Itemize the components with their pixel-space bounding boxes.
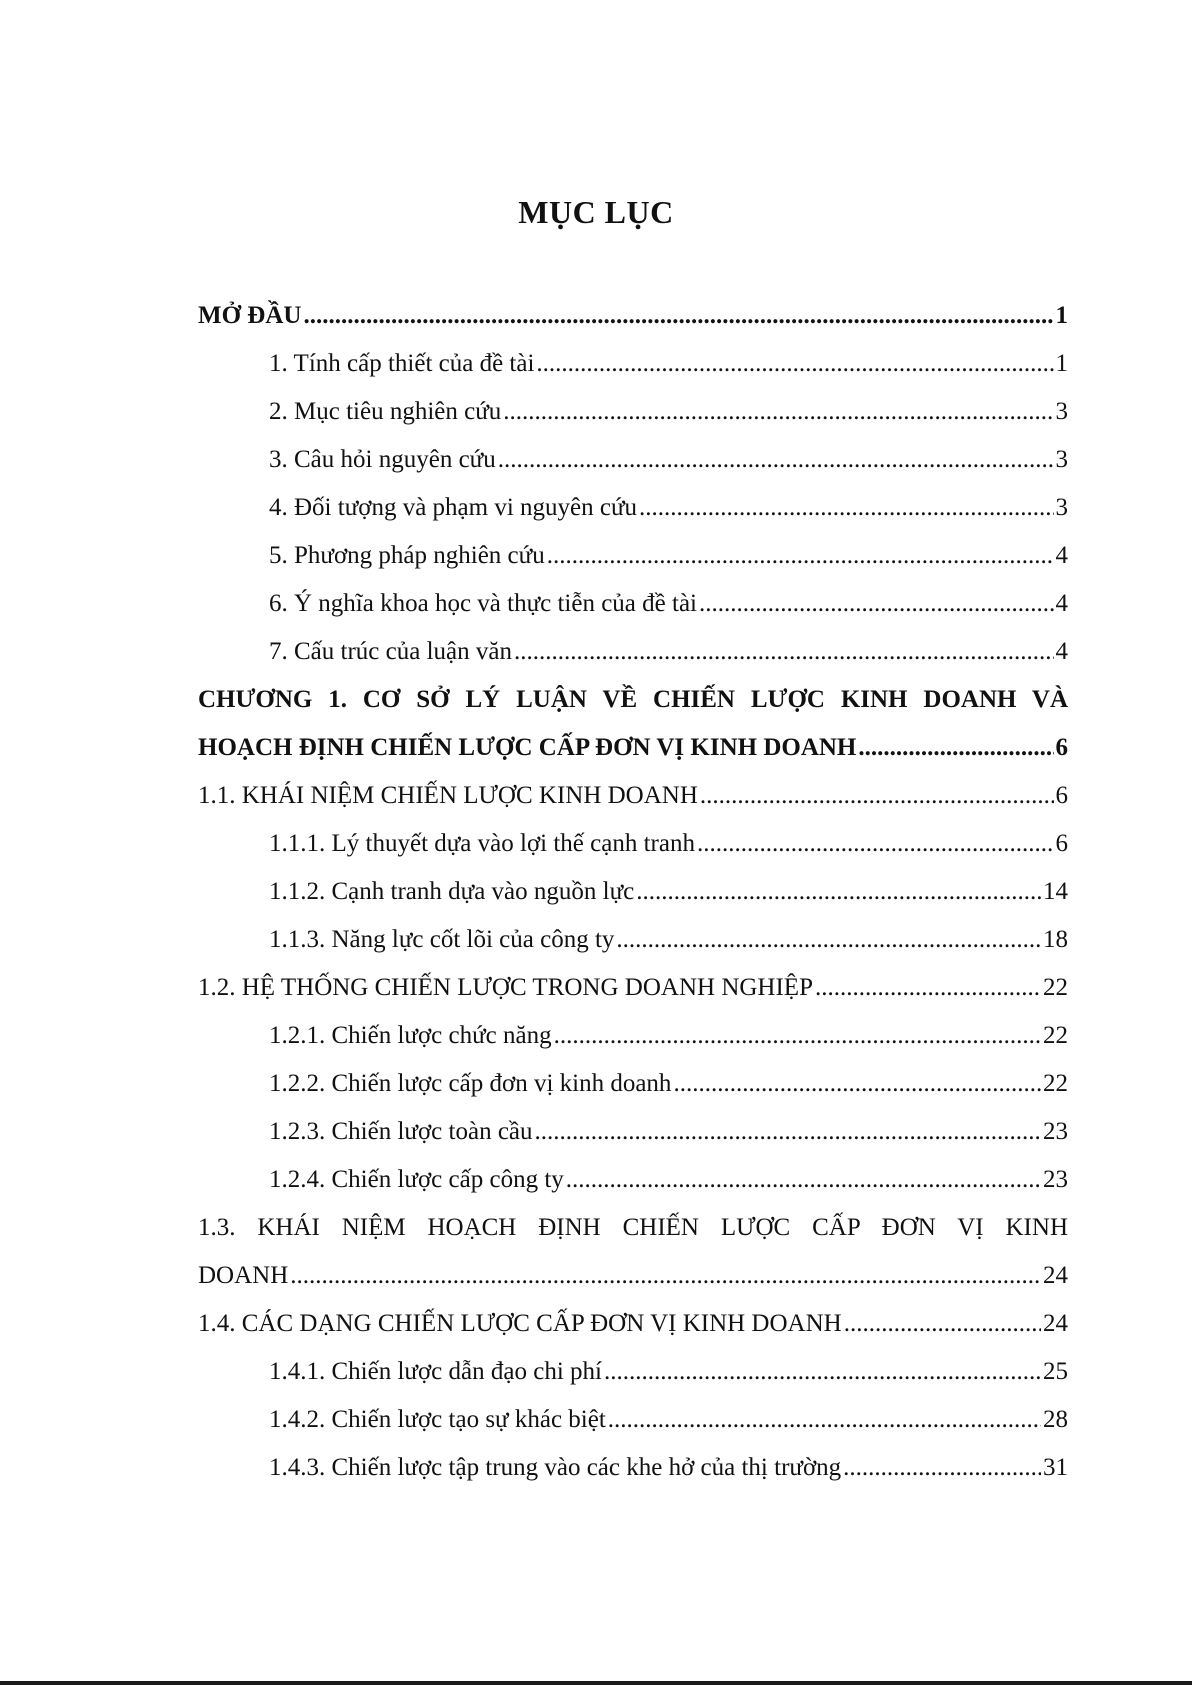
toc-entry[interactable]: [198, 532, 1068, 580]
toc-dot-leader: [699, 580, 1054, 628]
toc-entry-label: MỞ ĐẦU: [198, 302, 302, 329]
toc-entry-label: DOANH: [198, 1262, 289, 1289]
toc-entry-label: 1.1.1. Lý thuyết dựa vào lợi thế cạnh tranh: [269, 830, 695, 857]
toc-page-number: 3: [1055, 446, 1068, 473]
toc-entry-label: 1.1.3. Năng lực cốt lõi của công ty: [269, 926, 615, 953]
toc-dot-leader: [815, 964, 1041, 1012]
toc-page-number: 4: [1055, 590, 1068, 617]
toc-page-number: 22: [1043, 1070, 1068, 1097]
toc-entry-label-line1: CHƯƠNG 1. CƠ SỞ LÝ LUẬN VỀ CHIẾN LƯỢC KINH DOANH VÀ: [198, 686, 1068, 713]
toc-dot-leader: [639, 484, 1053, 532]
toc-dot-leader: [503, 388, 1053, 436]
toc-dot-leader: [700, 772, 1054, 820]
toc-entry[interactable]: [198, 1300, 1068, 1348]
toc-entry-label: 6. Ý nghĩa khoa học và thực tiễn của đề tài: [269, 590, 697, 617]
table-of-contents: [198, 292, 1068, 1492]
toc-entry[interactable]: [198, 628, 1068, 676]
toc-entry-label: 1.4.2. Chiến lược tạo sự khác biệt: [269, 1406, 606, 1433]
toc-entry[interactable]: [198, 388, 1068, 436]
toc-page-number: 24: [1043, 1310, 1068, 1337]
toc-page-number: 31: [1043, 1454, 1068, 1481]
toc-entry[interactable]: [198, 340, 1068, 388]
toc-dot-leader: [535, 1108, 1041, 1156]
toc-entry-label: 1.1.2. Cạnh tranh dựa vào nguồn lực: [269, 878, 635, 905]
toc-entry-label: 5. Phương pháp nghiên cứu: [269, 542, 545, 569]
toc-entry-label: 2. Mục tiêu nghiên cứu: [269, 398, 502, 425]
toc-entry[interactable]: [198, 1444, 1068, 1492]
toc-page-number: 18: [1043, 926, 1068, 953]
toc-dot-leader: [673, 1060, 1041, 1108]
toc-page-number: 24: [1043, 1262, 1068, 1289]
toc-entry-label: 1.4.3. Chiến lược tập trung vào các khe hở của thị trường: [269, 1454, 842, 1481]
toc-dot-leader: [514, 628, 1054, 676]
toc-page-number: 28: [1043, 1406, 1068, 1433]
page-title: MỤC LỤC: [518, 194, 674, 230]
toc-dot-leader: [697, 820, 1054, 868]
toc-dot-leader: [858, 724, 1053, 772]
toc-entry-label: 1.1. KHÁI NIỆM CHIẾN LƯỢC KINH DOANH: [198, 782, 698, 809]
toc-page-number: 4: [1055, 542, 1068, 569]
toc-page-number: 1: [1055, 350, 1068, 377]
toc-page-number: 3: [1055, 398, 1068, 425]
toc-page-number: 6: [1055, 734, 1068, 761]
toc-entry-label: 1.2.1. Chiến lược chức năng: [269, 1022, 552, 1049]
toc-page-number: 22: [1043, 974, 1068, 1001]
toc-entry-label: 1.2.3. Chiến lược toàn cầu: [269, 1118, 533, 1145]
toc-dot-leader: [290, 1252, 1041, 1300]
toc-entry[interactable]: [198, 436, 1068, 484]
toc-entry[interactable]: [198, 1156, 1068, 1204]
toc-entry[interactable]: [198, 1396, 1068, 1444]
toc-dot-leader: [636, 868, 1041, 916]
toc-entry-chapter-1[interactable]: [198, 676, 1068, 772]
toc-page-number: 3: [1055, 494, 1068, 521]
toc-dot-leader: [566, 1156, 1041, 1204]
toc-dot-leader: [536, 340, 1053, 388]
toc-entry-label: 1.2. HỆ THỐNG CHIẾN LƯỢC TRONG DOANH NGHIỆP: [198, 974, 813, 1001]
toc-entry-label: 1.4. CÁC DẠNG CHIẾN LƯỢC CẤP ĐƠN VỊ KINH DOANH: [198, 1310, 842, 1337]
toc-page-number: 6: [1055, 782, 1068, 809]
toc-page-number: 23: [1043, 1118, 1068, 1145]
toc-page-number: 6: [1055, 830, 1068, 857]
toc-entry[interactable]: [198, 868, 1068, 916]
toc-entry-label: HOẠCH ĐỊNH CHIẾN LƯỢC CẤP ĐƠN VỊ KINH DOANH: [198, 734, 857, 761]
toc-dot-leader: [554, 1012, 1041, 1060]
toc-dot-leader: [303, 292, 1053, 340]
toc-entry-label: 3. Câu hỏi nguyên cứu: [269, 446, 496, 473]
toc-page-number: 14: [1043, 878, 1068, 905]
toc-entry-label-line1: 1.3. KHÁI NIỆM HOẠCH ĐỊNH CHIẾN LƯỢC CẤP ĐƠN VỊ KINH: [198, 1214, 1068, 1241]
toc-page-number: 22: [1043, 1022, 1068, 1049]
toc-dot-leader: [843, 1444, 1041, 1492]
toc-dot-leader: [616, 916, 1041, 964]
toc-entry-label: 1.4.1. Chiến lược dẫn đạo chi phí: [269, 1358, 602, 1385]
toc-dot-leader: [608, 1396, 1041, 1444]
toc-dot-leader: [844, 1300, 1041, 1348]
toc-entry-mo-dau[interactable]: [198, 292, 1068, 340]
toc-entry[interactable]: [198, 1012, 1068, 1060]
toc-page-number: 4: [1055, 638, 1068, 665]
toc-page-number: 1: [1055, 302, 1068, 329]
toc-entry-label: 1. Tính cấp thiết của đề tài: [269, 350, 535, 377]
page-bottom-edge: [0, 1681, 1192, 1685]
toc-entry-label: 1.2.4. Chiến lược cấp công ty: [269, 1166, 564, 1193]
toc-entry-1-3[interactable]: [198, 1204, 1068, 1300]
toc-dot-leader: [547, 532, 1054, 580]
toc-entry[interactable]: [198, 1060, 1068, 1108]
toc-page-number: 23: [1043, 1166, 1068, 1193]
toc-entry[interactable]: [198, 1108, 1068, 1156]
toc-entry[interactable]: [198, 964, 1068, 1012]
toc-entry-label: 4. Đối tượng và phạm vi nguyên cứu: [269, 494, 638, 521]
toc-entry-label: 7. Cấu trúc của luận văn: [269, 638, 512, 665]
toc-page-number: 25: [1043, 1358, 1068, 1385]
toc-entry[interactable]: [198, 484, 1068, 532]
toc-entry-label: 1.2.2. Chiến lược cấp đơn vị kinh doanh: [269, 1070, 672, 1097]
toc-entry[interactable]: [198, 916, 1068, 964]
toc-entry[interactable]: [198, 820, 1068, 868]
toc-entry[interactable]: [198, 772, 1068, 820]
toc-entry[interactable]: [198, 580, 1068, 628]
toc-dot-leader: [604, 1348, 1041, 1396]
toc-dot-leader: [498, 436, 1054, 484]
toc-entry[interactable]: [198, 1348, 1068, 1396]
